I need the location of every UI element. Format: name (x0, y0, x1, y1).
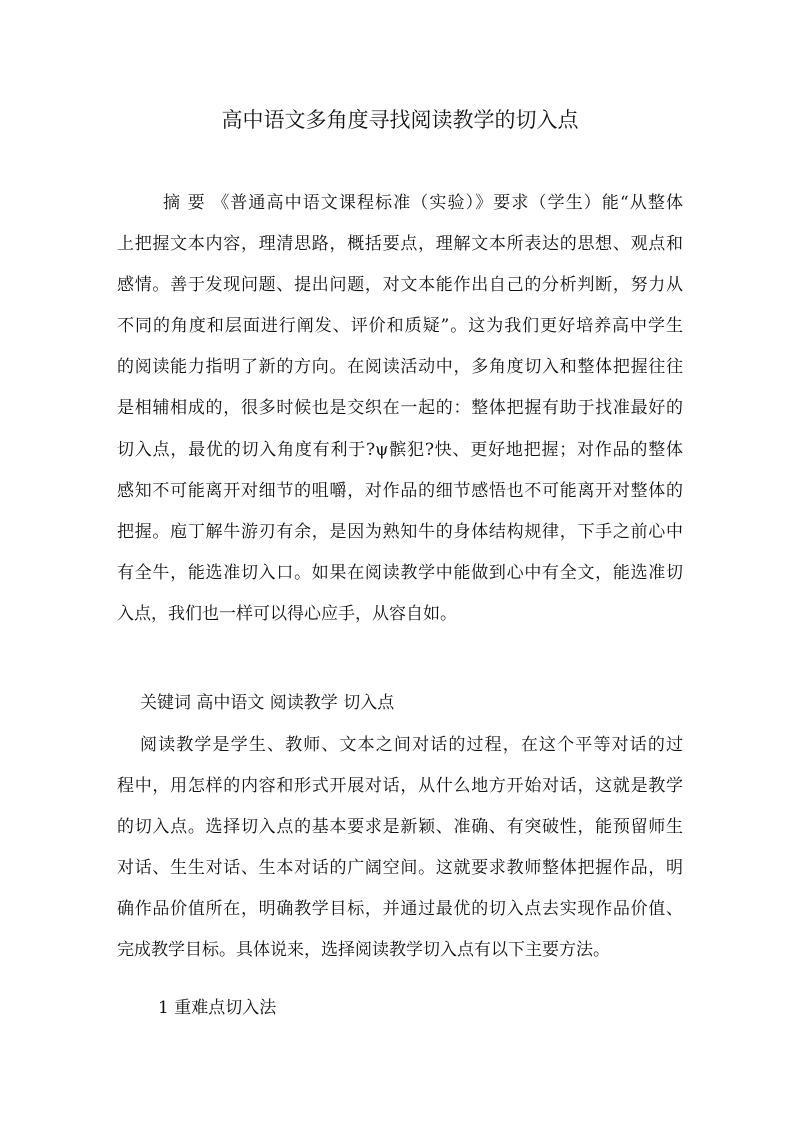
body-line: 对话、生生对话、生本对话的广阔空间。这就要求教师整体把握作品，明 (117, 858, 683, 878)
abstract-line: 上把握文本内容，理清思路，概括要点，理解文本所表达的思想、观点和 (117, 234, 683, 254)
abstract-line: 不同的角度和层面进行阐发、评价和质疑”。这为我们更好培养高中学生 (117, 316, 683, 336)
section-heading: 1 重难点切入法 (158, 998, 277, 1018)
body-line: 阅读教学是学生、教师、文本之间对话的过程，在这个平等对话的过 (140, 735, 683, 755)
body-line: 程中，用怎样的内容和形式开展对话，从什么地方开始对话，这就是教学 (117, 776, 683, 796)
abstract-line: 的阅读能力指明了新的方向。在阅读活动中，多角度切入和整体把握往往 (117, 357, 683, 377)
body-line: 完成教学目标。具体说来，选择阅读教学切入点有以下主要方法。 (117, 940, 610, 960)
abstract-line: 感知不可能离开对细节的咀嚼，对作品的细节感悟也不可能离开对整体的 (117, 481, 683, 501)
body-line: 的切入点。选择切入点的基本要求是新颖、准确、有突破性，能预留师生 (117, 817, 683, 837)
document-title: 高中语文多角度寻找阅读教学的切入点 (221, 108, 579, 132)
keywords: 关键词 高中语文 阅读教学 切入点 (140, 693, 395, 713)
abstract-line: 把握。庖丁解牛游刃有余，是因为熟知牛的身体结构规律，下手之前心中 (117, 522, 683, 542)
body-line: 确作品价值所在，明确教学目标，并通过最优的切入点去实现作品价值、 (117, 899, 683, 919)
abstract-line: 切入点，最优的切入角度有利于?ψ髌犯?快、更好地把握；对作品的整体 (117, 440, 683, 460)
abstract-line: 入点，我们也一样可以得心应手，从容自如。 (117, 604, 457, 624)
abstract-line: 是相辅相成的，很多时候也是交织在一起的：整体把握有助于找准最好的 (117, 398, 683, 418)
abstract-line: 摘 要 《普通高中语文课程标准（实验）》要求（学生）能“从整体 (163, 193, 683, 213)
abstract-line: 有全牛，能选准切入口。如果在阅读教学中能做到心中有全文，能选准切 (117, 563, 683, 583)
abstract-line: 感情。善于发现问题、提出问题，对文本能作出自己的分析判断，努力从 (117, 275, 683, 295)
